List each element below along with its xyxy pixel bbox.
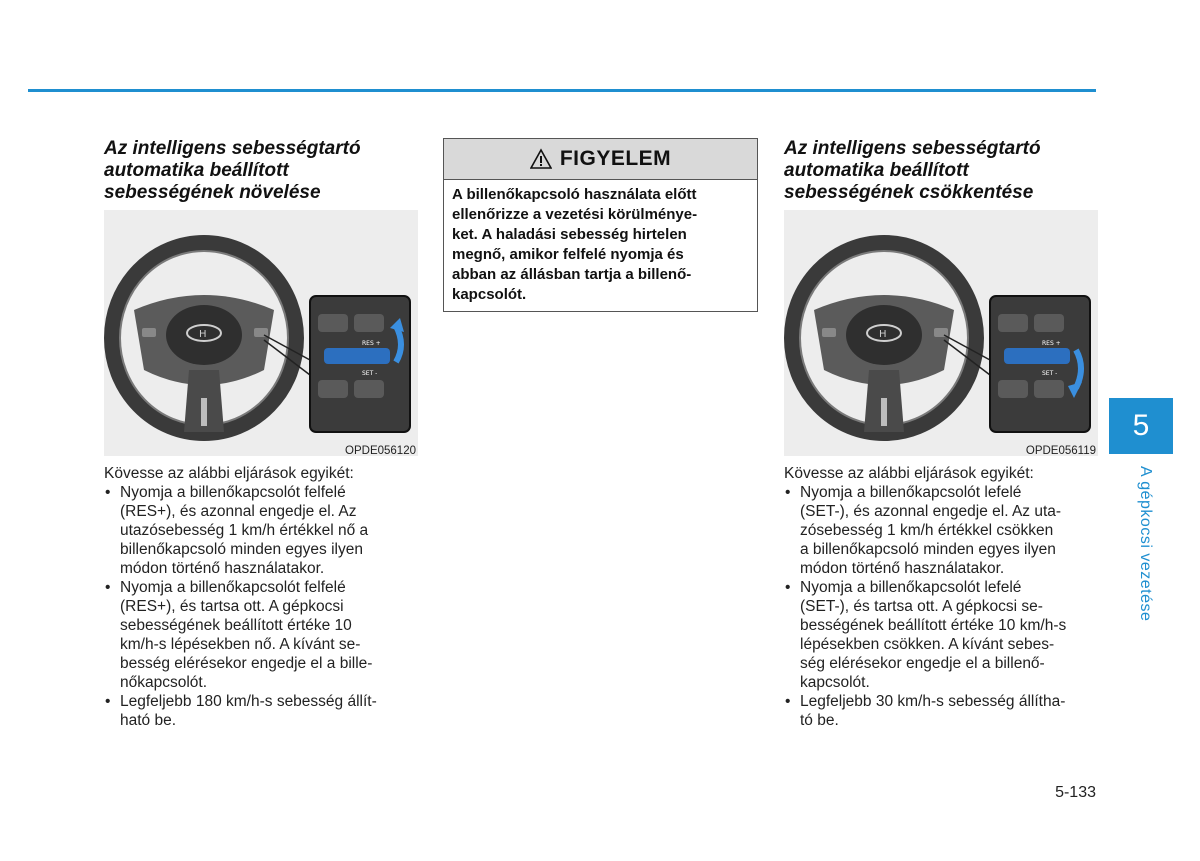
section-heading-decrease: Az intelligens sebességtartó automatika beállított sebességének csökkentése <box>784 138 1041 203</box>
steering-wheel-figure-increase <box>104 210 418 456</box>
list-item: • Nyomja a billenőkapcsolót felfelé (RES+), és tartsa ott. A gépkocsi sebességének beállított értéke 10 km/h-s lépésekben nő. A kívánt se- besség elérésekor engedje el a bille- nőkapcsolót. <box>105 579 373 691</box>
figure-code: OPDE056119 <box>1025 445 1096 457</box>
page-number: 5-133 <box>1055 784 1096 801</box>
res-label: RES + <box>1042 340 1061 347</box>
steering-wheel-illustration <box>784 210 1098 456</box>
intro-text: Kövesse az alábbi eljárások egyikét: <box>784 465 1034 482</box>
warning-box <box>443 138 758 312</box>
left-column <box>104 138 418 730</box>
list-item: • Legfeljebb 30 km/h-s sebesség állítha- tó be. <box>785 693 1066 729</box>
figure-code: OPDE056120 <box>345 445 416 457</box>
top-rule <box>28 89 1096 92</box>
list-item: • Nyomja a billenőkapcsolót felfelé (RES+), és azonnal engedje el. Az utazósebesség 1 km/h értékkel nő a billenőkapcsoló minden egyes ilyen módon történő használatakor. <box>105 484 369 577</box>
bullet-list <box>104 483 418 730</box>
warning-title: FIGYELEM <box>559 147 672 170</box>
section-heading-increase: Az intelligens sebességtartó automatika beállított sebességének növelése <box>104 138 361 203</box>
warning-triangle-icon <box>530 148 552 170</box>
bullet-list <box>784 483 1098 730</box>
list-item: • Legfeljebb 180 km/h-s sebesség állít- ható be. <box>105 693 377 729</box>
chapter-tab: 5 <box>1109 398 1173 454</box>
chapter-title: A gépkocsi vezetése <box>1137 466 1154 622</box>
right-column <box>784 138 1098 730</box>
set-label: SET - <box>1042 370 1058 377</box>
list-item: • Nyomja a billenőkapcsolót lefelé (SET-), és azonnal engedje el. Az uta- zósebesség 1 km/h értékkel csökken a billenőkapcsoló minden egyes ilyen módon történő használatakor. <box>785 484 1062 577</box>
svg-text:H: H <box>199 329 207 340</box>
steering-wheel-illustration <box>104 210 418 456</box>
list-item: • Nyomja a billenőkapcsolót lefelé (SET-), és tartsa ott. A gépkocsi se- bességének beállított értéke 10 km/h-s lépésekben csökken. A kívánt sebes- ség elérésekor engedje el a billenő- kapcsolót. <box>785 579 1067 691</box>
intro-text: Kövesse az alábbi eljárások egyikét: <box>104 465 354 482</box>
rocker-switch <box>324 348 390 364</box>
steering-wheel-figure-decrease <box>784 210 1098 456</box>
warning-body: A billenőkapcsoló használata előtt ellenőrizze a vezetési körülménye- ket. A haladási sebesség hirtelen megnő, amikor felfelé nyomja és abban az állásban tartja a billenő- kapcsolót. <box>452 186 698 303</box>
res-label: RES + <box>362 340 381 347</box>
set-label: SET - <box>362 370 378 377</box>
warning-header <box>444 139 757 180</box>
rocker-switch <box>1004 348 1070 364</box>
svg-text:H: H <box>879 329 887 340</box>
